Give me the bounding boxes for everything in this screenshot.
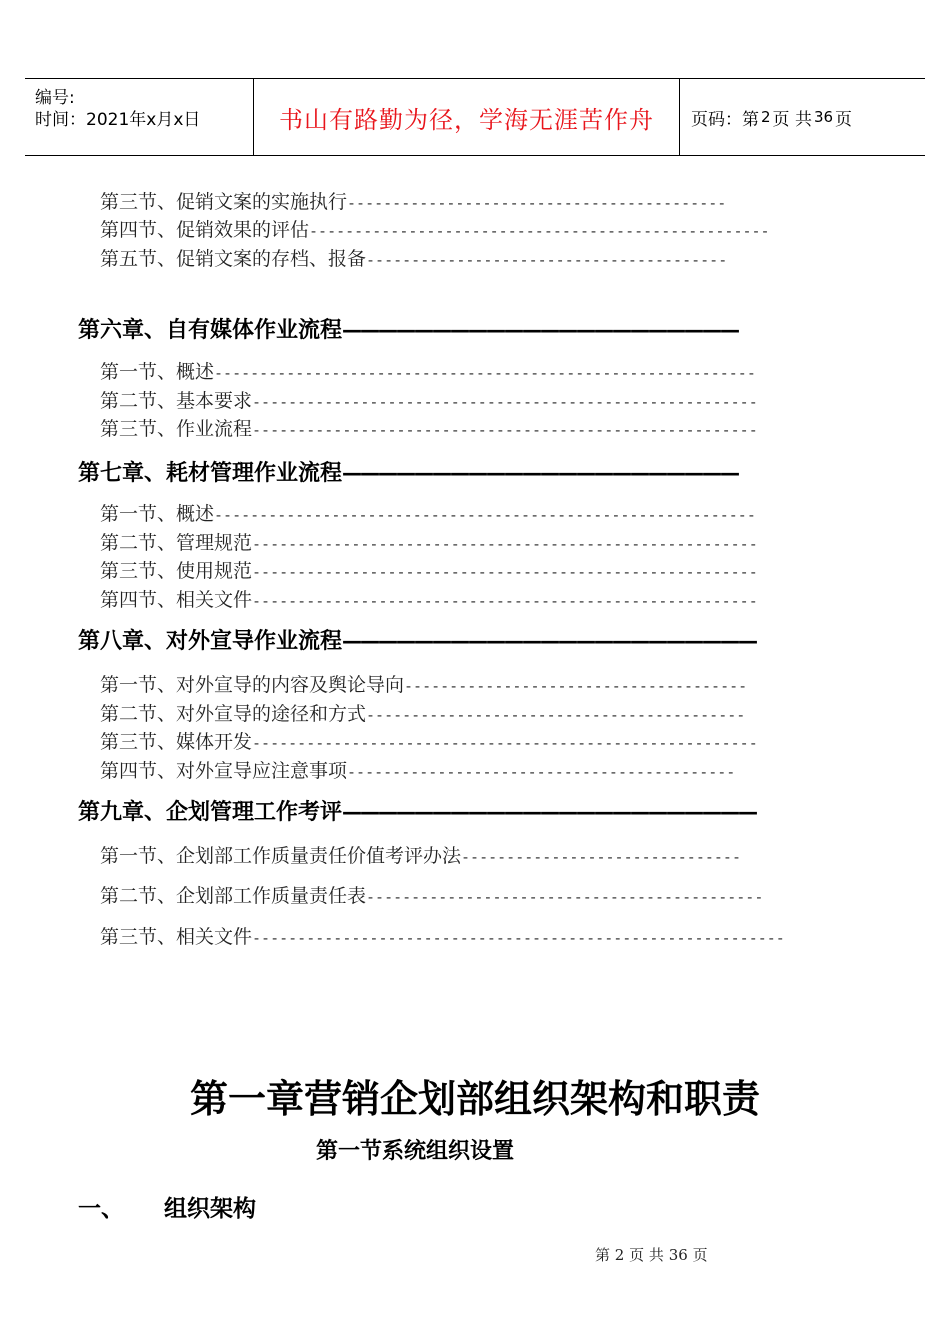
toc-section-entry: [100, 357, 810, 384]
page-suffix: 页: [835, 109, 853, 130]
toc-section-entry: [100, 727, 810, 754]
toc-leader-dashes: --------------------------------------------------------: [252, 535, 758, 553]
toc-entry-text: 第三节、相关文件: [100, 926, 253, 948]
toc-chapter-entry: [78, 313, 818, 344]
toc-section-entry: [100, 699, 810, 726]
toc-section-entry: [100, 414, 810, 441]
toc-section-entry: [100, 386, 810, 413]
toc-leader-dashes: ---------------------------------------------------: [309, 222, 770, 240]
toc-leader-dashes: -------------------------------: [461, 848, 741, 866]
toc-leader-dashes: --------------------------------------------: [366, 888, 764, 906]
toc-entry-text: 第二节、企划部工作质量责任表: [100, 885, 367, 907]
toc-leader-dashes: ------------------------------------------------------------: [214, 364, 756, 382]
number-label: 编号:: [35, 88, 75, 108]
header-page-cell: [680, 79, 925, 155]
toc-section-entry: [100, 556, 810, 583]
toc-leader-dashes: ———————————————————————: [342, 629, 757, 653]
toc-section-entry: [100, 585, 810, 612]
toc-entry-text: 第一节、对外宣导的内容及舆论导向: [100, 674, 405, 696]
toc-entry-text: 第二节、管理规范: [100, 532, 253, 554]
toc-entry-text: 第四节、相关文件: [100, 589, 253, 611]
toc-chapter-entry: [78, 624, 818, 655]
toc-leader-dashes: --------------------------------------------------------: [252, 393, 758, 411]
toc-section-entry: [100, 756, 810, 783]
toc-leader-dashes: ----------------------------------------: [366, 251, 728, 269]
toc-leader-dashes: ———————————————————————: [342, 800, 757, 824]
toc-section-entry: [100, 670, 810, 697]
toc-section-entry: [100, 881, 832, 908]
time-label: 时间：2021年x月x日: [35, 110, 201, 130]
motto-text: 书山有路勤为径，学海无涯苦作舟: [279, 105, 654, 134]
toc-entry-text: 第二节、对外宣导的途径和方式: [100, 703, 367, 725]
toc-section-entry: [100, 922, 832, 949]
header-motto-cell: [254, 79, 680, 155]
toc-entry-text: 第六章、自有媒体作业流程: [78, 318, 343, 343]
toc-leader-dashes: -------------------------------------------: [347, 763, 736, 781]
page-mid: 页 共: [772, 109, 812, 130]
footer-suffix: 页: [692, 1246, 708, 1264]
subsection-number: 一、: [78, 1196, 124, 1222]
toc-leader-dashes: ------------------------------------------: [347, 194, 727, 212]
page-number: 2: [761, 108, 771, 126]
toc-section-entry: [100, 215, 810, 242]
footer-total: 36: [668, 1246, 688, 1264]
subsection-heading: [78, 1190, 256, 1223]
toc-entry-text: 第三节、使用规范: [100, 560, 253, 582]
toc-entry-text: 第三节、媒体开发: [100, 731, 253, 753]
toc-leader-dashes: --------------------------------------: [404, 677, 748, 695]
toc-entry-text: 第五节、促销文案的存档、报备: [100, 248, 367, 270]
toc-leader-dashes: ------------------------------------------------------------: [214, 506, 756, 524]
toc-entry-text: 第八章、对外宣导作业流程: [78, 629, 343, 654]
toc-leader-dashes: ------------------------------------------: [366, 706, 746, 724]
toc-leader-dashes: --------------------------------------------------------: [252, 592, 758, 610]
chapter-title: 第一章营销企划部组织架构和职责: [189, 1077, 760, 1121]
page-header: [25, 78, 925, 156]
toc-entry-text: 第四节、对外宣导应注意事项: [100, 760, 348, 782]
footer-page: 2: [614, 1246, 625, 1264]
toc-entry-text: 第九章、企划管理工作考评: [78, 800, 343, 825]
toc-leader-dashes: -----------------------------------------------------------: [252, 929, 785, 947]
toc-section-entry: [100, 244, 810, 271]
toc-section-entry: [100, 187, 810, 214]
toc-section-entry: [100, 499, 810, 526]
page-total: 36: [813, 108, 834, 126]
page-prefix: 页码：第: [691, 109, 759, 130]
toc-section-entry: [100, 841, 810, 868]
subsection-title: 组织架构: [164, 1196, 256, 1222]
toc-leader-dashes: --------------------------------------------------------: [252, 563, 758, 581]
toc-entry-text: 第四节、促销效果的评估: [100, 219, 310, 241]
toc-leader-dashes: --------------------------------------------------------: [252, 421, 758, 439]
toc-entry-text: 第一节、概述: [100, 503, 215, 525]
toc-entry-text: 第七章、耗材管理作业流程: [78, 461, 343, 486]
toc-entry-text: 第三节、促销文案的实施执行: [100, 191, 348, 213]
section-title: 第一节系统组织设置: [316, 1139, 515, 1164]
footer-prefix: 第: [595, 1246, 611, 1264]
toc-chapter-entry: [78, 795, 818, 826]
toc-entry-text: 第三节、作业流程: [100, 418, 253, 440]
toc-leader-dashes: ——————————————————————: [342, 461, 739, 485]
toc-section-entry: [100, 528, 810, 555]
toc-entry-text: 第一节、企划部工作质量责任价值考评办法: [100, 845, 462, 867]
toc-entry-text: 第一节、概述: [100, 361, 215, 383]
toc-entry-text: 第二节、基本要求: [100, 390, 253, 412]
footer-mid: 页 共: [629, 1246, 664, 1264]
toc-leader-dashes: ——————————————————————: [342, 318, 739, 342]
toc-leader-dashes: --------------------------------------------------------: [252, 734, 758, 752]
header-meta-cell: [25, 79, 254, 155]
toc-chapter-entry: [78, 456, 818, 487]
page-footer: [595, 1244, 708, 1265]
